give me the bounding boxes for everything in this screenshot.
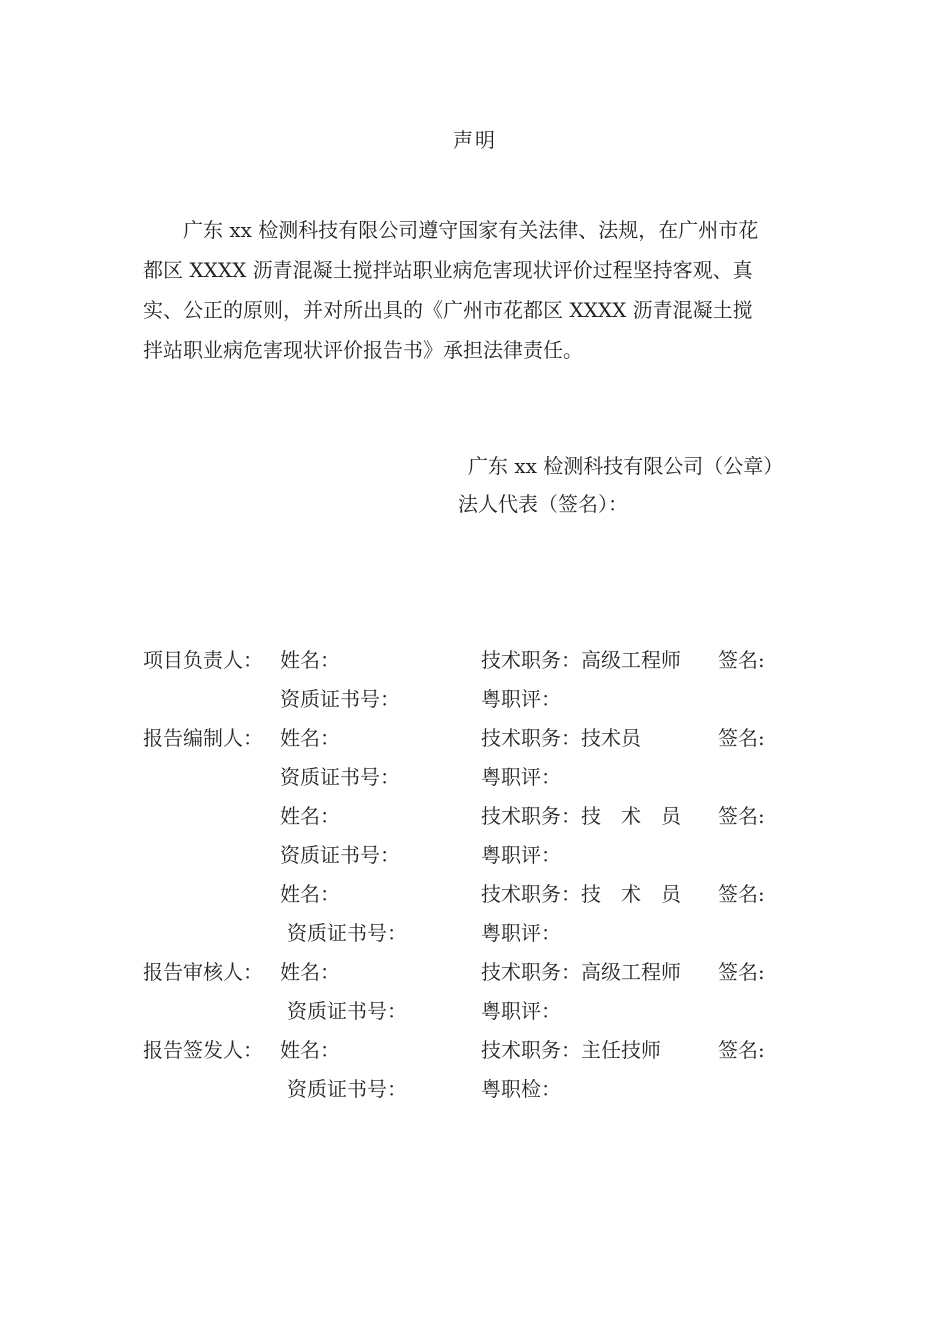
staff-name-row <box>0 878 950 908</box>
name-label: 姓名： <box>280 1038 340 1062</box>
declaration-line: 都区 XXXX 沥青混凝土搅拌站职业病危害现状评价过程坚持客观、真 <box>143 258 753 282</box>
signature-label: 签名: <box>718 648 765 672</box>
company-seal-line: 广东 xx 检测科技有限公司（公章） <box>468 454 784 478</box>
name-label: 姓名： <box>280 726 340 750</box>
signature-label: 签名: <box>718 804 765 828</box>
name-label: 姓名： <box>280 960 340 984</box>
staff-name-row <box>0 722 950 752</box>
staff-cert-row <box>0 995 950 1025</box>
certificate-prefix: 粤职评： <box>481 999 561 1023</box>
staff-role: 报告编制人： <box>143 726 263 750</box>
staff-cert-row <box>0 761 950 791</box>
certificate-prefix: 粤职评： <box>481 765 561 789</box>
staff-role: 报告签发人： <box>143 1038 263 1062</box>
certificate-prefix: 粤职评： <box>481 921 561 945</box>
staff-role: 项目负责人： <box>143 648 263 672</box>
technical-title: 技术职务：技 术 员 <box>481 882 681 906</box>
certificate-prefix: 粤职检： <box>481 1077 561 1101</box>
staff-cert-row <box>0 683 950 713</box>
declaration-paragraph <box>143 210 815 370</box>
staff-cert-row <box>0 917 950 947</box>
staff-name-row <box>0 644 950 674</box>
staff-role: 报告审核人： <box>143 960 263 984</box>
declaration-line: 广东 xx 检测科技有限公司遵守国家有关法律、法规，在广州市花 <box>183 218 759 242</box>
certificate-label: 资质证书号： <box>287 921 407 945</box>
signature-label: 签名: <box>718 726 765 750</box>
declaration-line: 实、公正的原则，并对所出具的《广州市花都区 XXXX 沥青混凝土搅 <box>143 298 753 322</box>
certificate-prefix: 粤职评： <box>481 843 561 867</box>
staff-cert-row <box>0 1073 950 1103</box>
technical-title: 技术职务：技 术 员 <box>481 804 681 828</box>
certificate-label: 资质证书号： <box>280 843 400 867</box>
name-label: 姓名： <box>280 882 340 906</box>
certificate-label: 资质证书号： <box>287 1077 407 1101</box>
technical-title: 技术职务：高级工程师 <box>481 648 681 672</box>
legal-representative-line: 法人代表（签名）： <box>458 492 628 516</box>
signature-label: 签名: <box>718 882 765 906</box>
staff-name-row <box>0 956 950 986</box>
certificate-prefix: 粤职评： <box>481 687 561 711</box>
name-label: 姓名： <box>280 648 340 672</box>
staff-name-row <box>0 1034 950 1064</box>
certificate-label: 资质证书号： <box>280 687 400 711</box>
signature-label: 签名: <box>718 960 765 984</box>
declaration-line: 拌站职业病危害现状评价报告书》承担法律责任。 <box>143 338 583 362</box>
staff-name-row <box>0 800 950 830</box>
technical-title: 技术职务：高级工程师 <box>481 960 681 984</box>
technical-title: 技术职务：技术员 <box>481 726 641 750</box>
staff-cert-row <box>0 839 950 869</box>
page-title: 声明 <box>453 128 497 152</box>
certificate-label: 资质证书号： <box>280 765 400 789</box>
signature-label: 签名: <box>718 1038 765 1062</box>
certificate-label: 资质证书号： <box>287 999 407 1023</box>
name-label: 姓名： <box>280 804 340 828</box>
technical-title: 技术职务：主任技师 <box>481 1038 661 1062</box>
